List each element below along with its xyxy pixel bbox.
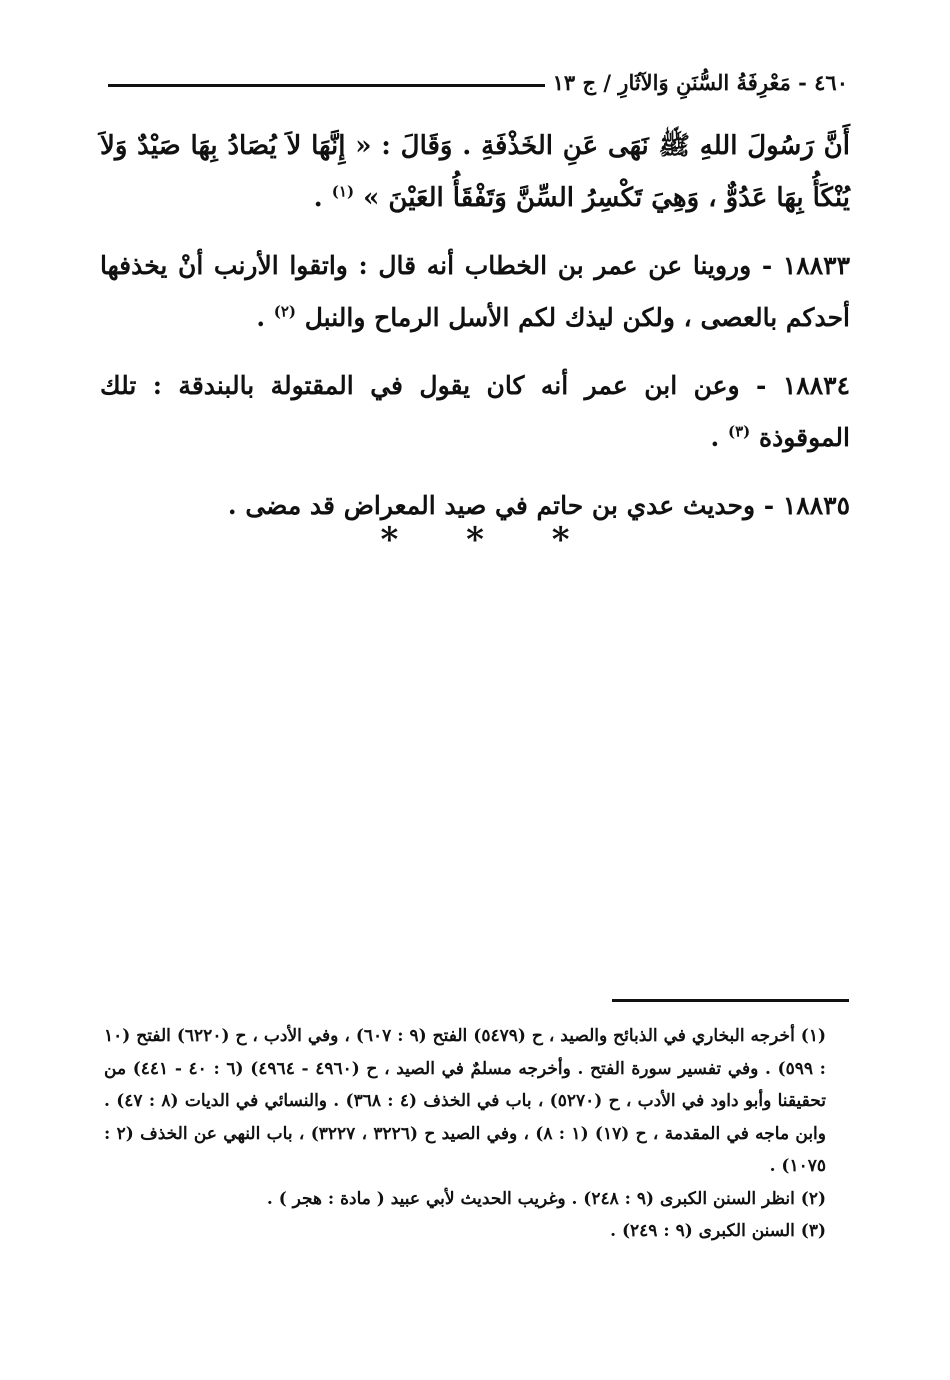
paragraph-text: ١٨٨٣٣ - وروينا عن عمر بن الخطاب أنه قال : واتقوا الأرنب أنْ يخذفها أحدكم بالعصى ، ولكن ليذك لكم الأسل الرماح والنبل <box>100 251 850 332</box>
footnote-rule <box>612 999 849 1002</box>
running-title: ٤٦٠ - مَعْرِفَةُ السُّنَنِ وَالآثَارِ / ج ١٣ <box>552 69 848 95</box>
header-rule <box>108 84 545 87</box>
paragraph-hadith <box>100 120 850 224</box>
paragraph-tail: . <box>256 303 274 332</box>
paragraph-tail: . <box>313 183 332 213</box>
separator-star: * <box>466 520 484 560</box>
footnote-ref[interactable]: (٣) <box>727 422 751 441</box>
footnote-1: (١) أخرجه البخاري في الذبائح والصيد ، ح (٥٤٧٩) الفتح (٩ : ٦٠٧) ، وفي الأدب ، ح (٦٢٢٠) الفتح (١٠ : ٥٩٩) . وفي تفسير سورة الفتح . وأخرجه مسلمٌ في الصيد ، ح (٤٩٦٠ - ٤٩٦٤) (٦ : ٤٠ - ٤٤١) من تحقيقنا وأبو داود في الأدب ، ح (٥٢٧٠) ، باب في الخذف (٤ : ٣٦٨) . والنسائي في الديات (٨ : ٤٧) . وابن ماجه في المقدمة ، ح (١٧) (١ : ٨) ، وفي الصيد ح (٣٢٢٦ ، ٣٢٢٧) ، باب النهي عن الخذف (٢ : ١٠٧٥) . <box>104 1026 826 1176</box>
paragraph-18834 <box>100 360 850 464</box>
footnote-ref[interactable]: (٢) <box>273 302 297 321</box>
main-text <box>100 120 850 548</box>
paragraph-tail: . <box>710 423 728 452</box>
paragraph-text: ١٨٨٣٥ - وحديث عدي بن حاتم في صيد المعراض قد مضى . <box>227 491 850 520</box>
footnote-3: (٣) السنن الكبرى (٩ : ٢٤٩) . <box>610 1221 826 1241</box>
separator-star: * <box>551 520 570 560</box>
footnotes <box>104 1020 848 1248</box>
page-header <box>108 62 848 102</box>
separator-star: * <box>380 520 399 560</box>
paragraph-text: أَنَّ رَسُولَ اللهِ ﷺ نَهَى عَنِ الخَذْفَةِ . وَقَالَ : « إِنَّهَا لاَ يُصَادُ بِهَا صَيْدٌ وَلاَ يُنْكَأُ بِهَا عَدُوٌّ ، وَهِيَ تَكْسِرُ السِّنَّ وَتَفْقَأُ العَيْنَ » <box>100 131 850 213</box>
footnote-2: (٢) انظر السنن الكبرى (٩ : ٢٤٨) . وغريب الحديث لأبي عبيد ( مادة : هجر ) . <box>266 1188 826 1209</box>
footnote-ref[interactable]: (١) <box>331 182 355 201</box>
paragraph-18833 <box>100 240 850 344</box>
section-separator <box>0 520 950 560</box>
paragraph-text: ١٨٨٣٤ - وعن ابن عمر أنه كان يقول في المقتولة بالبندقة : تلك الموقوذة <box>100 371 850 452</box>
